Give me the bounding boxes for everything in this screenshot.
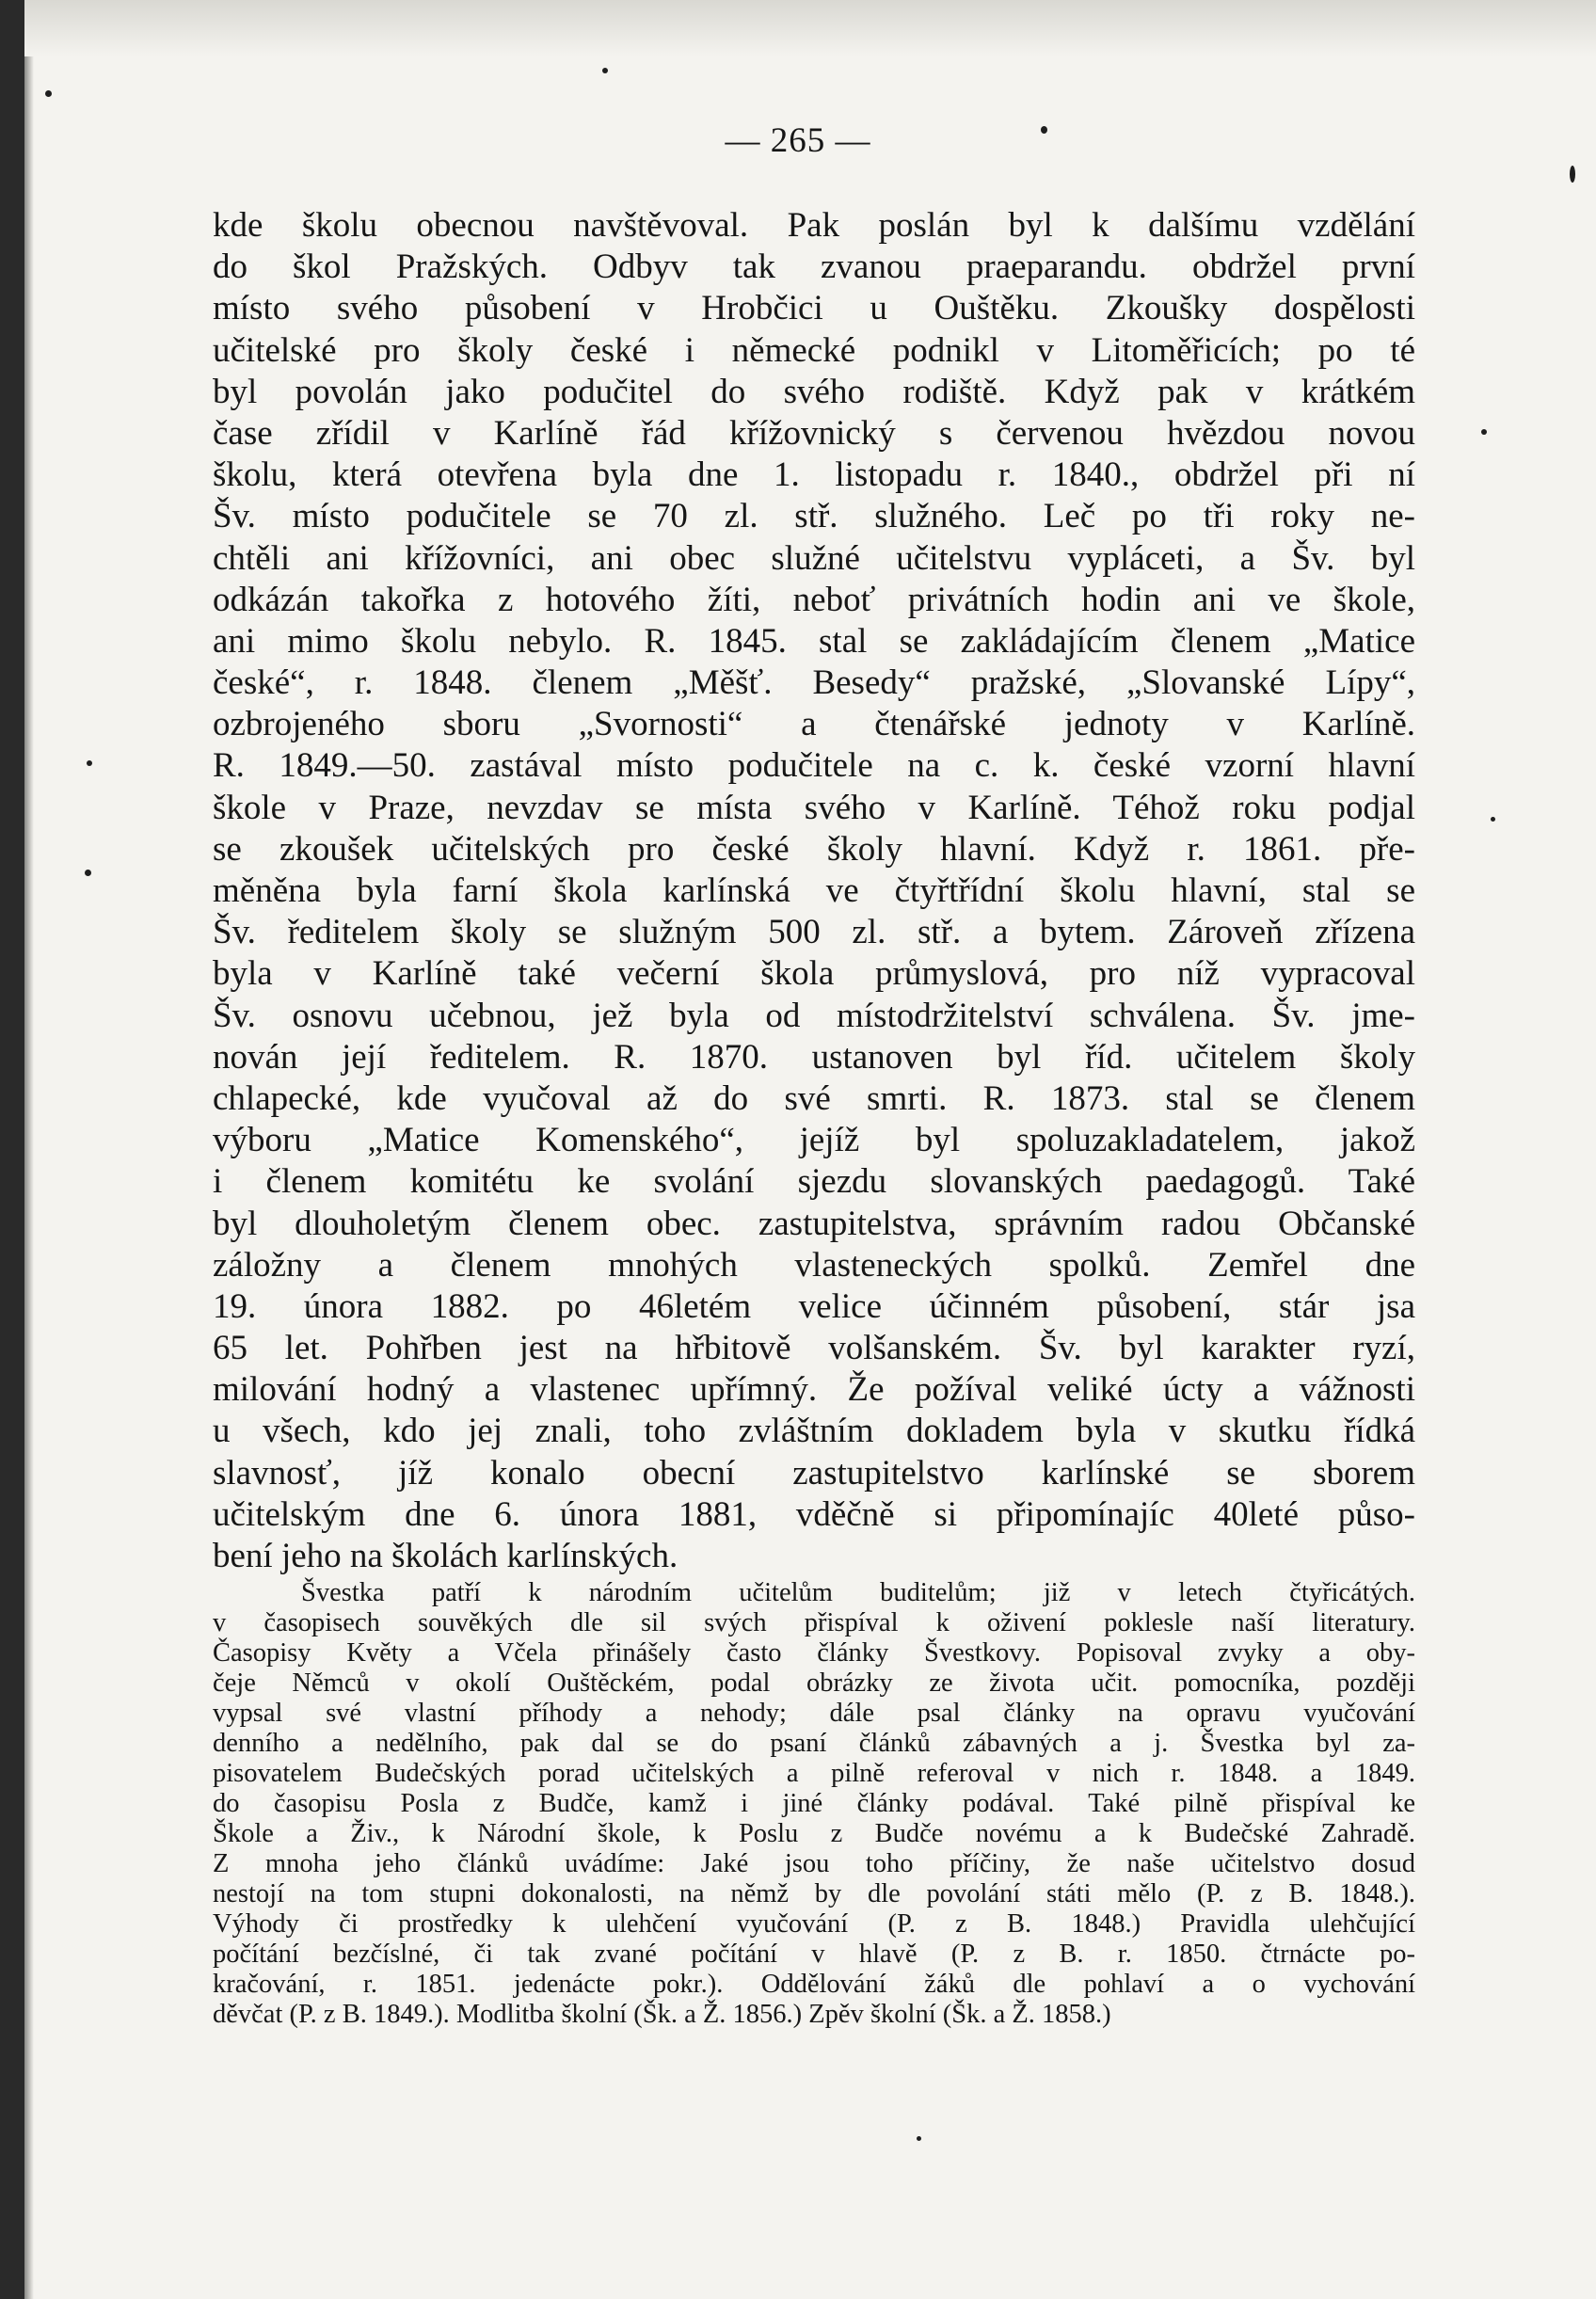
text-line: čase zřídil v Karlíně řád křížovnický s červenou hvězdou novou	[213, 413, 1415, 453]
scan-speck	[1491, 817, 1495, 822]
note-line: děvčat (P. z B. 1849.). Modlitba školní (Šk. a Ž. 1856.) Zpěv školní (Šk. a Ž. 1858.)	[213, 2000, 1111, 2029]
text-line: škole v Praze, nevzdav se místa svého v Karlíně. Téhož roku podjal	[213, 788, 1415, 827]
note-line: Výhody či prostředky k ulehčení vyučování (P. z B. 1848.) Pravidla ulehčující	[213, 1909, 1415, 1939]
note-line: v časopisech souvěkých dle sil svých přispíval k oživení poklesle naší literatury.	[213, 1608, 1415, 1637]
text-line: bení jeho na školách karlínských.	[213, 1537, 678, 1575]
note-line: pisovatelem Budečských porad učitelských a pilně referoval v nich r. 1848. a 1849.	[213, 1759, 1415, 1788]
text-line: chlapecké, kde vyučoval až do své smrti. R. 1873. stal se členem	[213, 1078, 1415, 1118]
text-line: i členem komitétu ke svolání sjezdu slovanských paedagogů. Také	[213, 1162, 1415, 1202]
text-line: Šv. místo podučitele se 70 zl. stř. služného. Leč po tři roky ne-	[213, 497, 1415, 536]
text-line: kde školu obecnou navštěvoval. Pak poslán byl k dalšímu vzdělání	[213, 206, 1415, 245]
text-line: R. 1849.—50. zastával místo podučitele na c. k. české vzorní hlavní	[213, 746, 1415, 786]
text-line: se zkoušek učitelských pro české školy hlavní. Když r. 1861. pře-	[213, 829, 1415, 869]
text-line: odkázán takořka z hotového žíti, neboť privátních hodin ani ve škole,	[213, 580, 1415, 619]
text-line: české“, r. 1848. členem „Měšť. Besedy“ pražské, „Slovanské Lípy“,	[213, 663, 1415, 703]
note-line: kračování, r. 1851. jedenácte pokr.). Oddělování žáků dle pohlaví a o vychování	[213, 1970, 1415, 1999]
note-line: počítání bezčíslné, či tak zvané počítání v hlavě (P. z B. r. 1850. čtrnácte po-	[213, 1940, 1415, 1969]
text-line: milování hodný a vlastenec upřímný. Že požíval veliké úcty a vážnosti	[213, 1370, 1415, 1410]
text-line: výboru „Matice Komenského“, jejíž byl spoluzakladatelem, jakož	[213, 1121, 1415, 1160]
page-number: — 265 —	[725, 121, 871, 160]
text-line: učitelské pro školy české i německé podnikl v Litoměřicích; po té	[213, 330, 1415, 370]
note-line: vypsal své vlastní příhody a nehody; dále psal články na opravu vyučování	[213, 1699, 1415, 1728]
scan-speck	[602, 68, 608, 73]
text-line: byl dlouholetým členem obec. zastupitelstva, správním radou Občanské	[213, 1204, 1415, 1243]
text-line: u všech, kdo jej znali, toho zvláštním dokladem byla v skutku řídká	[213, 1412, 1415, 1451]
scan-speck	[85, 870, 91, 876]
scan-speck	[1570, 166, 1575, 183]
text-line: do škol Pražských. Odbyv tak zvanou praeparandu. obdržel první	[213, 247, 1415, 287]
scan-speck	[917, 2136, 921, 2141]
text-line: nován její ředitelem. R. 1870. ustanoven byl říd. učitelem školy	[213, 1037, 1415, 1077]
text-line: měněna byla farní škola karlínská ve čtyřtřídní školu hlavní, stal se	[213, 871, 1415, 910]
text-line: byla v Karlíně také večerní škola průmyslová, pro níž vypracoval	[213, 954, 1415, 994]
note-line: do časopisu Posla z Budče, kamž i jiné články podával. Také pilně přispíval ke	[213, 1789, 1415, 1818]
text-line: ozbrojeného sboru „Svornosti“ a čtenářské jednoty v Karlíně.	[213, 705, 1415, 744]
text-line: místo svého působení v Hrobčici u Ouštěku. Zkoušky dospělosti	[213, 289, 1415, 328]
text-line: chtěli ani křížovníci, ani obec služné učitelstvu vypláceti, a Šv. byl	[213, 538, 1415, 578]
footnote-paragraph	[213, 1578, 1415, 2030]
note-line: Z mnoha jeho článků uvádíme: Jaké jsou toho příčiny, že naše učitelstvo dosud	[213, 1849, 1415, 1878]
text-line: 65 let. Pohřben jest na hřbitově volšanském. Šv. byl karakter ryzí,	[213, 1329, 1415, 1368]
book-spine-shadow	[0, 0, 24, 2299]
text-line: ani mimo školu nebylo. R. 1845. stal se zakládajícím členem „Matice	[213, 621, 1415, 661]
main-paragraph	[213, 205, 1415, 1577]
text-line: 19. února 1882. po 46letém velice účinném působení, stár jsa	[213, 1286, 1415, 1326]
text-line: učitelským dne 6. února 1881, vděčně si připomínajíc 40leté půso-	[213, 1494, 1415, 1534]
text-line: byl povolán jako podučitel do svého rodiště. Když pak v krátkém	[213, 372, 1415, 411]
scan-speck	[87, 760, 92, 766]
text-line: Šv. ředitelem školy se služným 500 zl. stř. a bytem. Zároveň zřízena	[213, 913, 1415, 952]
text-line: Šv. osnovu učebnou, jež byla od místodržitelství schválena. Šv. jme-	[213, 996, 1415, 1035]
note-line: nestojí na tom stupni dokonalosti, na němž by dle povolání státi mělo (P. z B. 1848.).	[213, 1879, 1415, 1908]
note-line: Švestka patří k národním učitelům buditelům; již v letech čtyřicátých.	[301, 1578, 1415, 1607]
text-line: školu, která otevřena byla dne 1. listopadu r. 1840., obdržel při ní	[213, 455, 1415, 495]
top-edge-shade	[24, 0, 1596, 56]
scan-speck	[1481, 429, 1487, 435]
note-line: Škole a Živ., k Národní škole, k Poslu z Budče novému a k Budečské Zahradě.	[213, 1819, 1415, 1848]
spine-gradient	[24, 0, 34, 2299]
text-line: záložny a členem mnohých vlasteneckých spolků. Zemřel dne	[213, 1245, 1415, 1285]
scan-speck	[45, 90, 52, 97]
note-line: Časopisy Květy a Včela přinášely často články Švestkovy. Popisoval zvyky a oby-	[213, 1638, 1415, 1668]
text-line: slavnosť, jíž konalo obecní zastupitelstvo karlínské se sborem	[213, 1453, 1415, 1493]
note-line: denního a nedělního, pak dal se do psaní článků zábavných a j. Švestka byl za-	[213, 1729, 1415, 1758]
note-line: čeje Němců v okolí Ouštěckém, podal obrázky ze života učit. pomocníka, později	[213, 1668, 1415, 1698]
